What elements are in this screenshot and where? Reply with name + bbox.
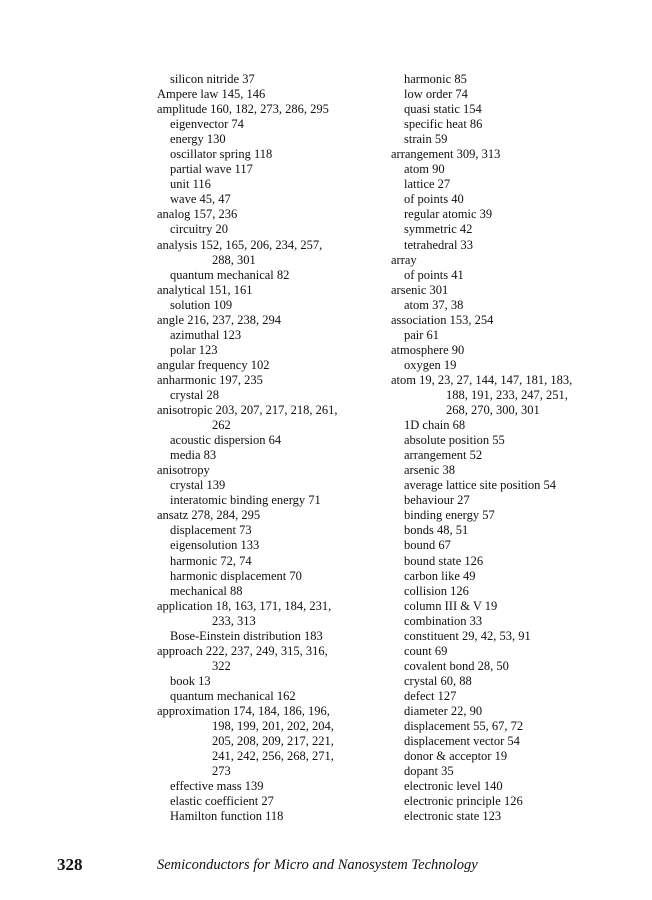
index-subentry: binding energy 57 bbox=[404, 508, 495, 523]
index-subentry: quantum mechanical 82 bbox=[170, 267, 290, 282]
index-subentry: atom 37, 38 bbox=[404, 297, 464, 312]
index-subentry: 1D chain 68 bbox=[404, 418, 466, 433]
index-subentry: silicon nitride 37 bbox=[170, 72, 255, 86]
index-subentry: eigensolution 133 bbox=[170, 538, 260, 553]
index-subentry: elastic coefficient 27 bbox=[170, 794, 274, 809]
index-subentry: wave 45, 47 bbox=[170, 192, 231, 207]
index-subentry: oxygen 19 bbox=[404, 357, 457, 372]
page-number: 328 bbox=[57, 855, 83, 874]
index-subentry: bound state 126 bbox=[404, 553, 484, 568]
index-entry: anisotropy bbox=[157, 463, 210, 478]
page-footer bbox=[0, 855, 652, 877]
index-subentry: column III & V 19 bbox=[404, 598, 498, 613]
index-subentry: arrangement 52 bbox=[404, 448, 483, 463]
index-subentry: electronic level 140 bbox=[404, 779, 503, 794]
index-entry: anharmonic 197, 235 bbox=[157, 372, 263, 387]
index-subentry: collision 126 bbox=[404, 583, 469, 598]
index-entry: angle 216, 237, 238, 294 bbox=[157, 312, 281, 327]
index-subentry: Bose-Einstein distribution 183 bbox=[170, 628, 323, 643]
index-subentry: crystal 60, 88 bbox=[404, 673, 472, 688]
index-column-right bbox=[391, 72, 631, 824]
index-continuation: 273 bbox=[212, 764, 231, 779]
index-entry: association 153, 254 bbox=[391, 312, 494, 327]
index-subentry: electronic state 123 bbox=[404, 809, 502, 824]
index-subentry: oscillator spring 118 bbox=[170, 147, 273, 162]
index-entry: atmosphere 90 bbox=[391, 342, 465, 357]
index-subentry: unit 116 bbox=[170, 177, 211, 192]
index-subentry: of points 40 bbox=[404, 192, 464, 207]
index-subentry: harmonic 85 bbox=[404, 72, 467, 86]
index-entry: ansatz 278, 284, 295 bbox=[157, 508, 261, 523]
index-subentry: displacement vector 54 bbox=[404, 734, 520, 749]
index-subentry: low order 74 bbox=[404, 87, 468, 102]
index-subentry: interatomic binding energy 71 bbox=[170, 493, 321, 508]
index-entry: arsenic 301 bbox=[391, 282, 449, 297]
index-subentry: electronic principle 126 bbox=[404, 794, 523, 809]
index-subentry: of points 41 bbox=[404, 267, 464, 282]
index-subentry: arsenic 38 bbox=[404, 463, 456, 478]
index-subentry: quasi static 154 bbox=[404, 102, 482, 117]
index-subentry: absolute position 55 bbox=[404, 433, 505, 448]
running-title: Semiconductors for Micro and Nanosystem Technology bbox=[157, 857, 478, 873]
index-subentry: displacement 55, 67, 72 bbox=[404, 719, 524, 734]
index-subentry: bound 67 bbox=[404, 538, 451, 553]
index-entry: array bbox=[391, 252, 417, 267]
index-subentry: tetrahedral 33 bbox=[404, 237, 474, 252]
index-subentry: average lattice site position 54 bbox=[404, 478, 557, 493]
index-subentry: defect 127 bbox=[404, 688, 457, 703]
index-continuation: 241, 242, 256, 268, 271, bbox=[212, 749, 334, 764]
index-entry: arrangement 309, 313 bbox=[391, 147, 501, 162]
index-continuation: 268, 270, 300, 301 bbox=[446, 403, 540, 418]
index-entry: analog 157, 236 bbox=[157, 207, 238, 222]
index-subentry: circuitry 20 bbox=[170, 222, 228, 237]
index-continuation: 262 bbox=[212, 418, 231, 433]
index-subentry: combination 33 bbox=[404, 613, 483, 628]
index-subentry: lattice 27 bbox=[404, 177, 451, 192]
index-subentry: atom 90 bbox=[404, 162, 445, 177]
index-subentry: partial wave 117 bbox=[170, 162, 253, 177]
index-entry: approximation 174, 184, 186, 196, bbox=[157, 703, 330, 718]
index-subentry: quantum mechanical 162 bbox=[170, 688, 296, 703]
index-subentry: carbon like 49 bbox=[404, 568, 476, 583]
index-entry: anisotropic 203, 207, 217, 218, 261, bbox=[157, 403, 338, 418]
index-subentry: Hamilton function 118 bbox=[170, 809, 284, 824]
index-subentry: polar 123 bbox=[170, 342, 218, 357]
index-subentry: diameter 22, 90 bbox=[404, 703, 483, 718]
index-subentry: dopant 35 bbox=[404, 764, 454, 779]
index-subentry: donor & acceptor 19 bbox=[404, 749, 508, 764]
index-continuation: 188, 191, 233, 247, 251, bbox=[446, 387, 568, 402]
index-continuation: 322 bbox=[212, 658, 231, 673]
index-entry: atom 19, 23, 27, 144, 147, 181, 183, bbox=[391, 372, 573, 387]
index-subentry: book 13 bbox=[170, 673, 211, 688]
index-entry: Ampere law 145, 146 bbox=[157, 87, 266, 102]
index-subentry: symmetric 42 bbox=[404, 222, 473, 237]
index-subentry: displacement 73 bbox=[170, 523, 252, 538]
index-subentry: harmonic 72, 74 bbox=[170, 553, 252, 568]
index-subentry: regular atomic 39 bbox=[404, 207, 493, 222]
index-subentry: bonds 48, 51 bbox=[404, 523, 469, 538]
index-subentry: pair 61 bbox=[404, 327, 440, 342]
index-subentry: covalent bond 28, 50 bbox=[404, 658, 509, 673]
index-subentry: strain 59 bbox=[404, 132, 448, 147]
index-continuation: 233, 313 bbox=[212, 613, 256, 628]
index-subentry: behaviour 27 bbox=[404, 493, 470, 508]
index-entry: angular frequency 102 bbox=[157, 357, 270, 372]
index-subentry: effective mass 139 bbox=[170, 779, 264, 794]
index-subentry: acoustic dispersion 64 bbox=[170, 433, 282, 448]
index-subentry: eigenvector 74 bbox=[170, 117, 244, 132]
index-entry: analysis 152, 165, 206, 234, 257, bbox=[157, 237, 323, 252]
index-subentry: count 69 bbox=[404, 643, 448, 658]
index-column-left bbox=[157, 72, 387, 824]
index-continuation: 288, 301 bbox=[212, 252, 256, 267]
index-subentry: constituent 29, 42, 53, 91 bbox=[404, 628, 531, 643]
index-subentry: media 83 bbox=[170, 448, 217, 463]
index-continuation: 198, 199, 201, 202, 204, bbox=[212, 719, 334, 734]
index-entry: amplitude 160, 182, 273, 286, 295 bbox=[157, 102, 329, 117]
index-subentry: solution 109 bbox=[170, 297, 233, 312]
index-entry: approach 222, 237, 249, 315, 316, bbox=[157, 643, 328, 658]
index-continuation: 205, 208, 209, 217, 221, bbox=[212, 734, 334, 749]
index-entry: application 18, 163, 171, 184, 231, bbox=[157, 598, 332, 613]
index-subentry: specific heat 86 bbox=[404, 117, 483, 132]
index-subentry: crystal 28 bbox=[170, 387, 219, 402]
index-entry: analytical 151, 161 bbox=[157, 282, 253, 297]
index-subentry: mechanical 88 bbox=[170, 583, 243, 598]
index-subentry: energy 130 bbox=[170, 132, 226, 147]
index-subentry: harmonic displacement 70 bbox=[170, 568, 302, 583]
index-subentry: crystal 139 bbox=[170, 478, 226, 493]
index-subentry: azimuthal 123 bbox=[170, 327, 242, 342]
